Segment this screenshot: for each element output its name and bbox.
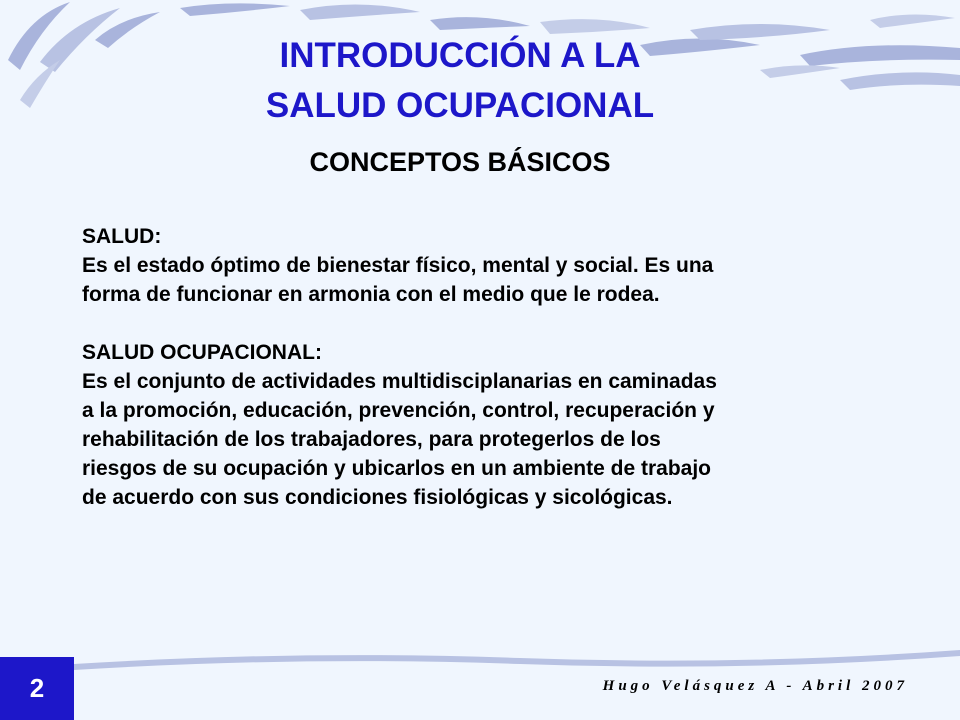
footer-credit: Hugo Velásquez A - Abril 2007 [602, 678, 908, 694]
swoosh-stroke [300, 4, 420, 20]
section-text-line: Es el conjunto de actividades multidisciplanarias en caminadas [82, 370, 717, 393]
section-text-line: riesgos de su ocupación y ubicarlos en un ambiente de trabajo [82, 457, 711, 480]
swoosh-stroke [20, 60, 60, 108]
swoosh-stroke [800, 45, 960, 66]
section-heading-salud: SALUD: [82, 225, 162, 248]
section-text-line: Es el estado óptimo de bienestar físico, mental y social. Es una [82, 254, 714, 277]
slide-subtitle: CONCEPTOS BÁSICOS [309, 147, 611, 177]
paragraph-gap [82, 309, 922, 338]
body-content [82, 222, 922, 512]
section-text-line: rehabilitación de los trabajadores, para protegerlos de los [82, 428, 661, 451]
swoosh-stroke [760, 65, 840, 78]
section-text-line: de acuerdo con sus condiciones fisiológicas y sicológicas. [82, 486, 673, 509]
section-heading-salud-ocupacional: SALUD OCUPACIONAL: [82, 341, 322, 364]
swoosh-stroke [180, 3, 290, 16]
swoosh-stroke [840, 72, 960, 90]
slide-title-line-1: INTRODUCCIÓN A LA [279, 36, 641, 75]
swoosh-stroke [430, 17, 530, 30]
page-number-box [0, 657, 74, 720]
section-text-line: a la promoción, educación, prevención, control, recuperación y [82, 399, 715, 422]
section-text-line: forma de funcionar en armonia con el medio que le rodea. [82, 283, 660, 306]
slide-title-line-2: SALUD OCUPACIONAL [265, 86, 655, 125]
swoosh-stroke [540, 19, 650, 34]
swoosh-stroke [870, 14, 955, 28]
swoosh-stroke [74, 650, 960, 670]
page-number: 2 [29, 673, 45, 703]
